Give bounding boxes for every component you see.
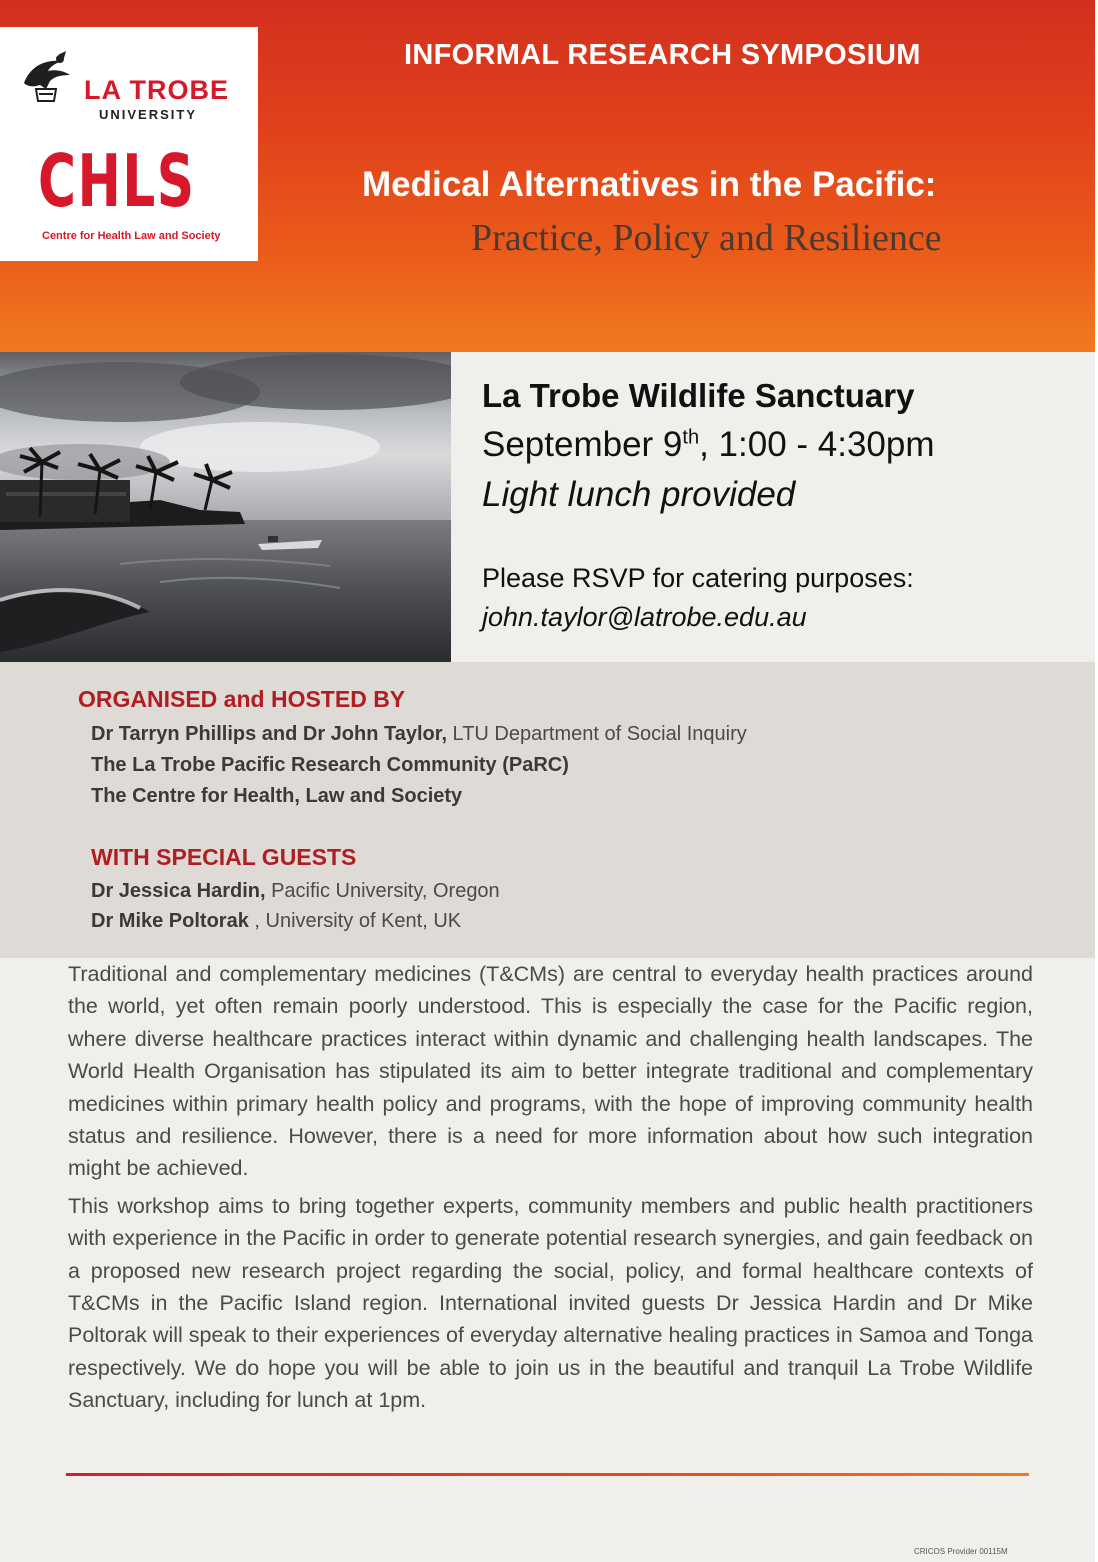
guest-name: Dr Mike Poltorak (91, 910, 249, 932)
rsvp-text: Please RSVP for catering purposes: (482, 563, 914, 593)
guest-line (91, 880, 500, 902)
event-date-suffix: th (682, 426, 700, 449)
organiser-affiliation: LTU Department of Social Inquiry (447, 723, 747, 745)
description-paragraph-1: Traditional and complementary medicines (T&CMs) are central to everyday health practices around the world, yet often remain poorly understood. This is especially the case for the Pacific region, where diverse healthcare practices interact within dynamic and challenging health landscapes. The World Health Organisation has stipulated its aim to better integrate traditional and complementary medicines within primary health policy and programs, with the hope of improving community health status and resilience. However, there is a need for more information about how such integration might be achieved. (68, 962, 1033, 1181)
pacific-coast-photo (0, 352, 451, 662)
page-title: Medical Alternatives in the Pacific: (362, 165, 937, 204)
rsvp-email-link[interactable]: john.taylor@latrobe.edu.au (482, 602, 807, 632)
organiser-line (91, 754, 569, 776)
guest-name: Dr Jessica Hardin, (91, 880, 266, 902)
event-lunch-note: Light lunch provided (482, 475, 796, 514)
guest-line (91, 910, 461, 932)
guest-affiliation: , University of Kent, UK (248, 910, 462, 932)
description-body (68, 958, 1033, 1417)
guests-heading: WITH SPECIAL GUESTS (91, 844, 357, 870)
la-trobe-emblem-icon (18, 45, 78, 105)
chls-logo: CHLS (38, 139, 196, 223)
event-venue: La Trobe Wildlife Sanctuary (482, 377, 915, 414)
organiser-name: Dr Tarryn Phillips and Dr John Taylor, (91, 723, 447, 745)
university-wordmark: UNIVERSITY (99, 107, 198, 122)
cricos-provider: CRICOS Provider 00115M (914, 1547, 1008, 1556)
organiser-name: The Centre for Health, Law and Society (91, 785, 463, 807)
organiser-name: The La Trobe Pacific Research Community (PaRC) (91, 754, 569, 776)
la-trobe-wordmark: LA TROBE (84, 75, 229, 105)
symposium-label: INFORMAL RESEARCH SYMPOSIUM (404, 39, 921, 71)
event-time: , 1:00 - 4:30pm (699, 425, 935, 464)
organiser-line (91, 723, 747, 745)
event-date: September 9 (482, 425, 683, 464)
event-datetime (482, 426, 935, 465)
page-subtitle: Practice, Policy and Resilience (471, 217, 942, 259)
description-paragraph-2: This workshop aims to bring together experts, community members and public health practitioners with experience in the Pacific in order to generate potential research synergies, and gain feedback on a proposed new research project regarding the social, policy, and formal healthcare contexts of T&CMs in the Pacific Island region. International invited guests Dr Jessica Hardin and Dr Mike Poltorak will speak to their experiences of everyday alternative healing practices in Samoa and Tonga respectively. We do hope you will be able to join us in the beautiful and tranquil La Trobe Wildlife Sanctuary, including for lunch at 1pm. (68, 1193, 1033, 1413)
footer-divider (66, 1473, 1029, 1476)
photo-illustration (0, 352, 451, 662)
organisers-heading: ORGANISED and HOSTED BY (78, 686, 406, 712)
logo-panel (0, 27, 258, 261)
guest-affiliation: Pacific University, Oregon (265, 880, 500, 902)
chls-subtitle: Centre for Health Law and Society (42, 230, 221, 242)
organiser-line (91, 785, 462, 807)
header-banner (0, 0, 1098, 352)
